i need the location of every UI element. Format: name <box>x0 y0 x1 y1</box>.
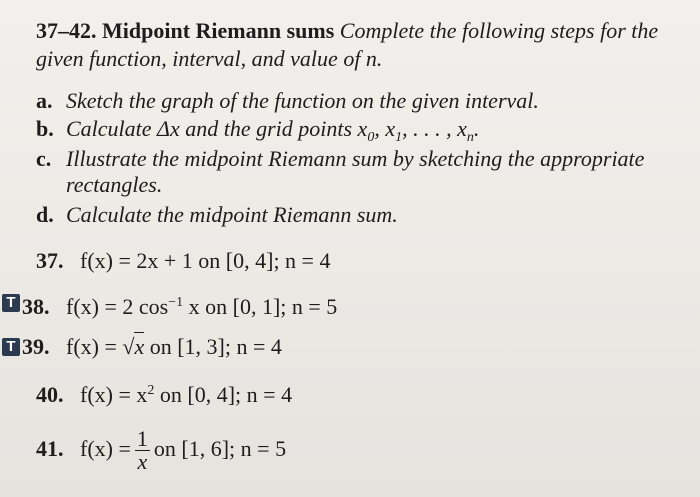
problem-number: 40. <box>36 382 64 407</box>
problem-number: 38. <box>22 294 50 319</box>
exercise-instruction: Complete the following steps for the <box>339 18 659 43</box>
problem-41 <box>36 426 286 473</box>
step-letter: c. <box>36 146 52 171</box>
problem-interval: on [0, 4]; n = 4 <box>154 382 293 407</box>
problem-37 <box>36 248 330 274</box>
step-letter: b. <box>36 116 54 141</box>
problem-39 <box>22 334 282 360</box>
step-c <box>36 146 644 172</box>
technology-badge-icon: T <box>2 294 20 312</box>
problem-interval: x on [0, 1]; n = 5 <box>183 294 338 319</box>
problem-function: f(x) = <box>80 436 131 461</box>
step-text: Calculate the midpoint Riemann sum. <box>66 202 398 227</box>
step-letter: d. <box>36 202 54 227</box>
problem-interval: on [1, 3]; n = 4 <box>144 334 282 359</box>
exercise-instruction-continued: given function, interval, and value of n. <box>36 46 383 71</box>
step-letter: a. <box>36 88 53 113</box>
technology-badge-icon: T <box>2 338 20 356</box>
step-text: Illustrate the midpoint Riemann sum by sketching the appropriate <box>66 146 645 171</box>
step-d <box>36 202 398 228</box>
problem-number: 41. <box>36 436 64 461</box>
step-c-continued: rectangles. <box>66 172 163 197</box>
problem-number: 39. <box>22 334 50 359</box>
problem-function: f(x) = √x <box>66 334 145 359</box>
exercise-title: Midpoint Riemann sums <box>102 18 335 43</box>
problem-number: 37. <box>36 248 64 273</box>
problem-40 <box>36 378 292 408</box>
problem-fraction: $\frac{1}{x}$ <box>136 426 148 475</box>
problem-function: f(x) = 2 $\cos^{-1}$ <box>66 294 184 319</box>
step-a <box>36 88 539 114</box>
problem-interval: on [0, 4]; n = 4 <box>192 248 331 273</box>
exercise-number-range: 37–42. <box>36 18 97 43</box>
step-text: Sketch the graph of the function on the given interval. <box>66 88 539 113</box>
problem-function: f(x) = 2x + 1 <box>80 248 193 273</box>
problem-function: $f(x) = x^2$ <box>80 382 155 407</box>
step-text: Calculate Δx and the grid points $x_0$, $x_1$, . . . , $x_n$. <box>66 116 480 145</box>
problem-interval: on [1, 6]; n = 5 <box>153 436 287 461</box>
exercise-header <box>36 18 658 44</box>
problem-38 <box>22 290 337 320</box>
